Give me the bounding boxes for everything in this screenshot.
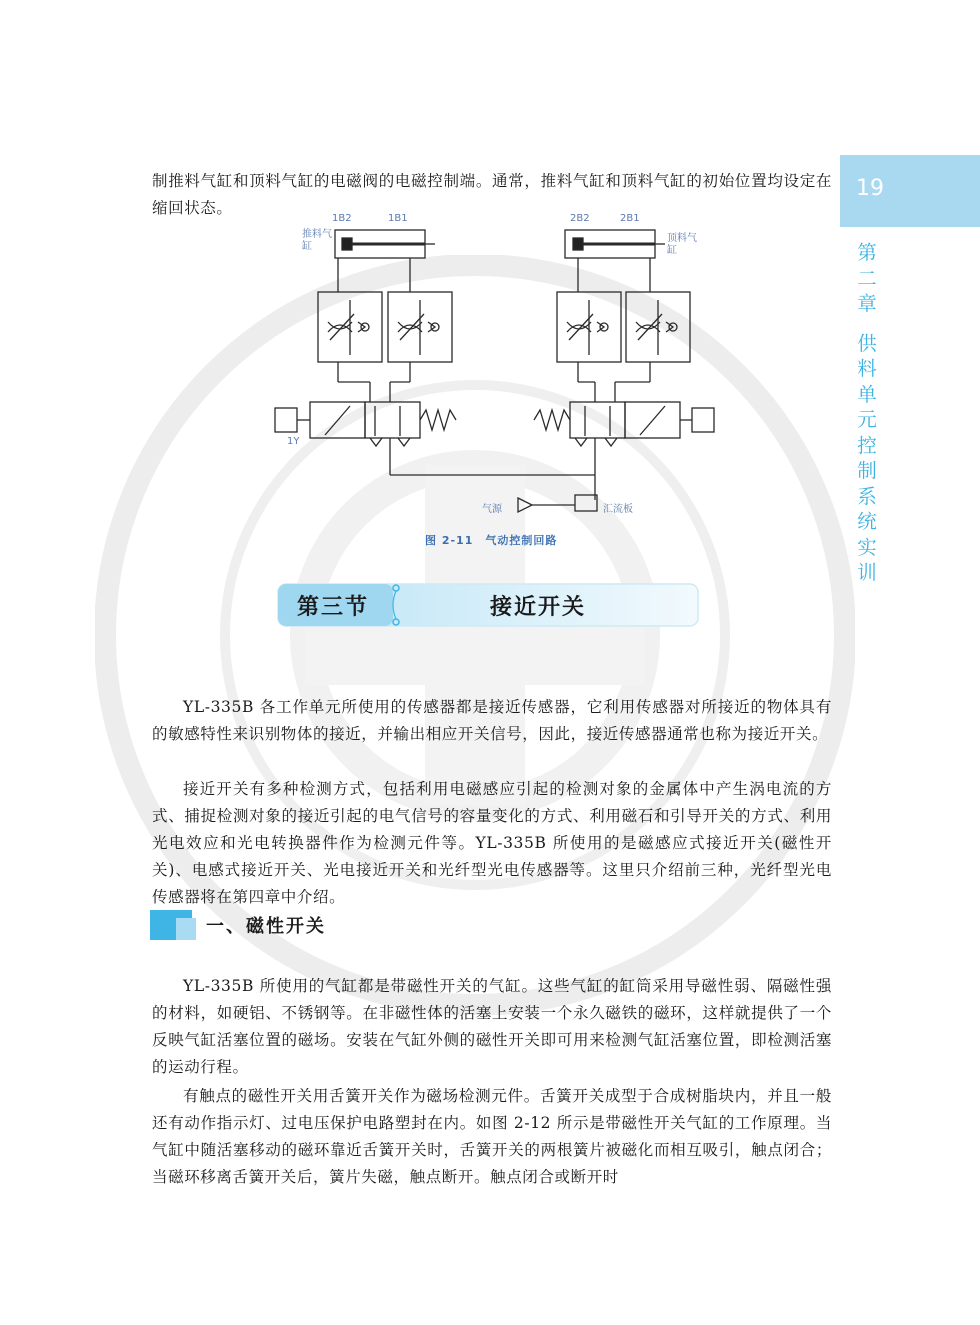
page-number: 19	[856, 176, 884, 201]
right-directional-valve	[534, 402, 714, 446]
label-1b2: 1B2	[332, 213, 352, 224]
label-solenoid-1y: 1Y	[287, 436, 300, 447]
pneumatic-circuit-diagram	[270, 210, 720, 530]
label-2b2: 2B2	[570, 213, 590, 224]
label-air-source: 气源	[482, 504, 502, 515]
paragraph-1: YL-335B 各工作单元所使用的传感器都是接近传感器，它利用传感器对所接近的物体具有的敏感特性来识别物体的接近，并输出相应开关信号，因此，接近传感器通常也称为接近开关。	[152, 697, 832, 743]
paragraph-2: 接近开关有多种检测方式，包括利用电磁感应引起的检测对象的金属体中产生涡电流的方式、捕捉检测对象的接近引起的电气信号的容量变化的方式、利用磁石和引导开关的方式、利用光电效应和光电转换器件作为检测元件等。YL-335B 所使用的是磁感应式接近开关(磁性开关)、电感式接近开关、光电接近开关和光纤型光电传感器等。这里只介绍前三种，光纤型光电传感器将在第四章中介绍。	[152, 779, 832, 906]
subhead-marker-light	[176, 918, 196, 940]
label-lift-cylinder: 顶料气缸	[667, 233, 697, 256]
label-1b1: 1B1	[388, 213, 408, 224]
subsection-title: 一、磁性开关	[206, 916, 326, 937]
label-2b1: 2B1	[620, 213, 640, 224]
figure-caption: 图 2-11 气动控制回路	[425, 534, 558, 547]
label-manifold: 汇流板	[603, 504, 633, 515]
chapter-title-vertical: 第 二 章 供 料 单 元 控 制 系 统 实 训	[857, 241, 877, 584]
intro-paragraph: 制推料气缸和顶料气缸的电磁阀的电磁控制端。通常，推料气缸和顶料气缸的初始位置均设定在缩回状态。	[152, 171, 832, 217]
label-push-cylinder: 推料气缸	[302, 229, 332, 252]
paragraph-3: YL-335B 所使用的气缸都是带磁性开关的气缸。这些气缸的缸筒采用导磁性弱、隔磁性强的材料，如硬铝、不锈钢等。在非磁性体的活塞上安装一个永久磁铁的磁环，这样就提供了一个反映气缸活塞位置的磁场。安装在气缸外侧的磁性开关即可用来检测气缸活塞位置，即检测活塞的运动行程。	[152, 976, 832, 1076]
left-directional-valve	[275, 402, 456, 446]
section-title: 接近开关	[490, 595, 587, 620]
push-cylinder	[335, 230, 435, 258]
paragraph-4: 有触点的磁性开关用舌簧开关作为磁场检测元件。舌簧开关成型于合成树脂块内，并且一般还有动作指示灯、过电压保护电路塑封在内。如图 2-12 所示是带磁性开关气缸的工作原理。当气缸中随活塞移动的磁环靠近舌簧开关时，舌簧开关的两根簧片被磁化而相互吸引，触点闭合；当磁环移离舌簧开关后，簧片失磁，触点断开。触点闭合或断开时	[152, 1086, 832, 1186]
flow-control-valve-symbols	[328, 300, 677, 355]
section-number: 第三节	[297, 595, 370, 620]
lift-cylinder	[565, 230, 665, 258]
